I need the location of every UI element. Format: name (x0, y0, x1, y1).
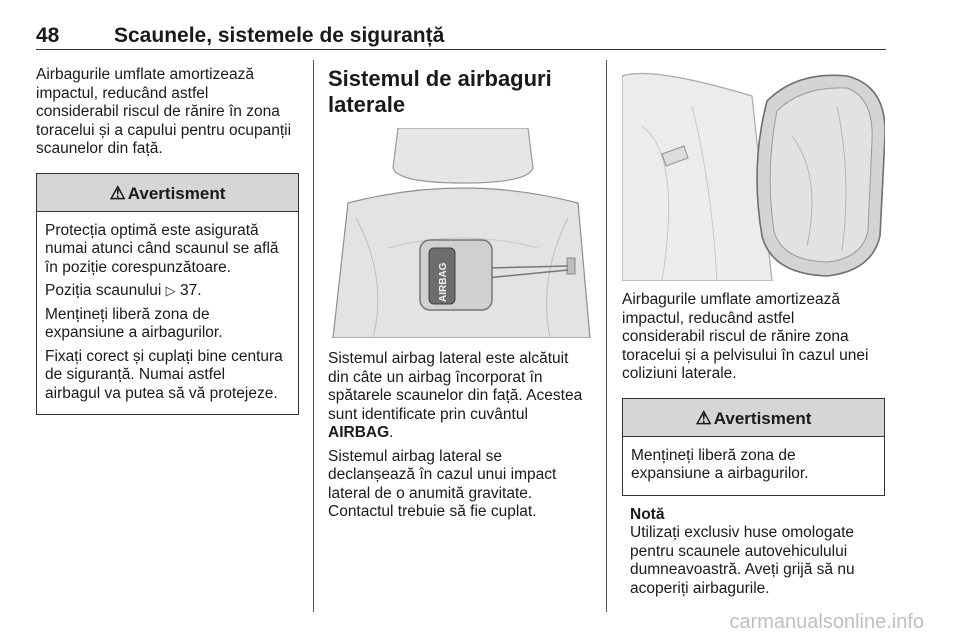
bold-term: AIRBAG (328, 424, 390, 441)
warning-paragraph (45, 222, 290, 278)
text-line: de siguranță. Numai astfel (45, 366, 226, 383)
warning-body (623, 437, 884, 495)
text-line: scaunelor din față. (36, 140, 163, 157)
text-line: în poziție corespunzătoare. (45, 258, 232, 276)
title-line: Sistemul de airbaguri (328, 66, 552, 91)
punctuation: . (389, 424, 394, 441)
text-line: considerabil riscul de rănire zona (622, 328, 849, 345)
text-line: toracelui și a pelvisului în cazul unei (622, 346, 869, 364)
text-line: Sistemul airbag lateral este alcătuit (328, 350, 569, 367)
column-divider-1 (313, 60, 314, 612)
text-line: coliziuni laterale. (622, 365, 737, 382)
warning-title: Avertisment (713, 408, 812, 428)
text-line: lateral de o anumită gravitate. (328, 484, 533, 502)
airbag-label-text: AIRBAG (438, 262, 449, 302)
body-paragraph (328, 448, 596, 522)
warning-box (622, 398, 885, 496)
warning-header (37, 174, 298, 212)
seat-airbag-label-illustration (328, 128, 591, 338)
text-line: expansiune a airbagurilor. (45, 324, 223, 341)
text-line: acoperiți airbagurile. (630, 579, 770, 597)
text-line: din câte un airbag încorporat în (328, 368, 543, 386)
warning-title: Avertisment (127, 183, 226, 203)
text-line: Airbagurile umflate amortizează (36, 66, 254, 83)
text-line: sunt identificate prin cuvântul (328, 405, 528, 423)
warning-paragraph (45, 306, 290, 343)
text-line: Mențineți liberă zona de (631, 446, 796, 464)
text-line: Protecția optimă este asigurată (45, 221, 259, 239)
note-text (630, 524, 887, 598)
warning-body (37, 212, 298, 415)
text-line: pentru scaunele autovehiculului (630, 542, 848, 560)
text-line: Sistemul airbag lateral se (328, 447, 503, 465)
intro-text (36, 66, 301, 159)
page-reference-arrow-icon[interactable]: ▷ (165, 283, 176, 298)
column-divider-2 (606, 60, 607, 612)
text-line: Utilizați exclusiv huse omologate (630, 524, 854, 541)
text-line: toracelui și a capului pentru ocupanții (36, 121, 292, 139)
warning-triangle-icon: ⚠ (695, 407, 712, 428)
text-line: declanșează în cazul unui impact (328, 466, 557, 483)
body-paragraph (622, 291, 887, 384)
warning-paragraph (45, 282, 290, 301)
title-line: laterale (328, 92, 406, 117)
warning-header (623, 399, 884, 437)
text-line: Fixați corect și cuplați bine centura (45, 347, 283, 365)
right-column (622, 66, 887, 598)
text-line: Poziția scaunului (45, 282, 162, 299)
text-line: Contactul trebuie să fie cuplat. (328, 503, 537, 520)
text-line: considerabil riscul de rănire în zona (36, 103, 280, 120)
note-block (622, 506, 887, 599)
text-line: spătarele scaunelor din față. Acestea (328, 387, 583, 404)
side-airbag-deployed-illustration (622, 66, 885, 281)
text-line: dumneavoastră. Aveți grijă să nu (630, 561, 855, 578)
text-line: Airbagurile umflate amortizează (622, 291, 840, 308)
text-line: airbagul va putea să vă protejeze. (45, 384, 278, 402)
warning-triangle-icon: ⚠ (109, 182, 126, 203)
page-reference[interactable]: 37. (179, 282, 202, 299)
left-column (36, 66, 301, 415)
text-line: impactul, reducând astfel (36, 84, 209, 102)
section-title (328, 66, 596, 118)
text-line: Mențineți liberă zona de (45, 305, 210, 323)
middle-column (328, 66, 596, 522)
warning-box (36, 173, 299, 416)
warning-paragraph (45, 348, 290, 404)
body-paragraph (328, 350, 596, 443)
warning-paragraph (631, 447, 876, 484)
watermark: carmanualsonline.info (729, 611, 924, 633)
text-line: impactul, reducând astfel (622, 309, 795, 327)
note-title: Notă (630, 505, 665, 523)
chapter-title: Scaunele, sistemele de siguranță (114, 24, 445, 47)
page-number: 48 (36, 24, 60, 47)
page-header (36, 24, 886, 50)
text-line: numai atunci când scaunul se află (45, 240, 279, 257)
text-line: expansiune a airbagurilor. (631, 465, 809, 482)
